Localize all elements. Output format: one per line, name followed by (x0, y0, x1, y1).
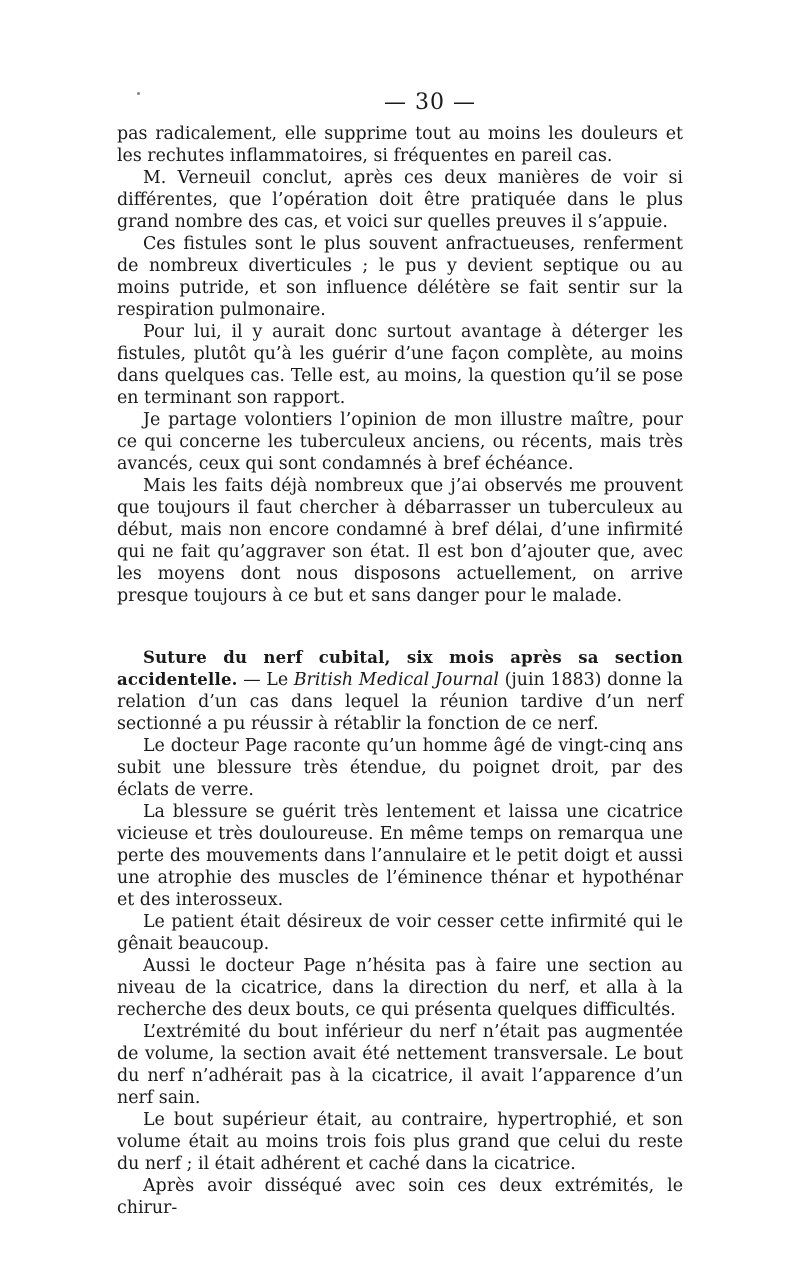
text-block-top (117, 123, 683, 607)
section-heading: Suture du nerf cubital, six mois après sa section accidentelle. (117, 648, 683, 689)
paragraph: Aussi le docteur Page n’hésita pas à faire une section au niveau de la cicatrice, dans la direction du nerf, et alla à la recherche des deux bouts, ce qui présenta quelques difficultés. (117, 956, 683, 1020)
section-paragraph (117, 647, 683, 735)
journal-title: British Medical Journal (293, 670, 499, 690)
document-page (117, 90, 683, 1219)
paragraph: Mais les faits déjà nombreux que j’ai observés me prouvent que toujours il faut chercher à débarrasser un tuberculeux au début, mais non encore condamné à bref délai, d’une infirmité qui ne fait qu’aggraver son état. Il est bon d’ajouter que, avec les moyens dont nous disposons actuellement, on arrive presque toujours à ce but et sans danger pour le malade. (117, 476, 683, 606)
paragraph: Après avoir disséqué avec soin ces deux extrémités, le chirur- (117, 1176, 683, 1218)
paragraph: L’extrémité du bout inférieur du nerf n’était pas augmentée de volume, la section avait été nettement transversale. Le bout du nerf n’adhérait pas à la cicatrice, il avait l’apparence d’un nerf sain. (117, 1022, 683, 1108)
section-gap (117, 607, 683, 647)
paragraph: Je partage volontiers l’opinion de mon illustre maître, pour ce qui concerne les tuberculeux anciens, ou récents, mais très avancés, ceux qui sont condamnés à bref échéance. (117, 410, 683, 474)
text-block-section (117, 647, 683, 1219)
section-rest: (juin 1883) donne la relation d’un cas dans lequel la réunion tardive d’un nerf sectionné a pu réussir à rétablir la fonction de ce nerf. (117, 670, 683, 734)
paragraph: La blessure se guérit très lentement et laissa une cicatrice vicieuse et très douloureuse. En même temps on remarqua une perte des mouvements dans l’annulaire et le petit doigt et aussi une atrophie des muscles de l’éminence thénar et hypothénar et des interosseux. (117, 802, 683, 910)
paragraph: Le patient était désireux de voir cesser cette infirmité qui le gênait beaucoup. (117, 912, 683, 954)
paragraph: Le docteur Page raconte qu’un homme âgé de vingt-cinq ans subit une blessure très étendue, du poignet droit, par des éclats de verre. (117, 736, 683, 800)
paragraph: M. Verneuil conclut, après ces deux manières de voir si différentes, que l’opération doit être pratiquée dans le plus grand nombre des cas, et voici sur quelles preuves il s’appuie. (117, 168, 683, 232)
paragraph: Le bout supérieur était, au contraire, hypertrophié, et son volume était au moins trois fois plus grand que celui du reste du nerf ; il était adhérent et caché dans la cicatrice. (117, 1110, 683, 1174)
page-number: — 30 — (384, 90, 476, 115)
section-dash: — Le (237, 670, 294, 690)
paragraph: Ces fistules sont le plus souvent anfractueuses, renferment de nombreux diverticules ; le pus y devient septique ou au moins putride, et son influence délétère se fait sentir sur la respiration pulmonaire. (117, 234, 683, 320)
paragraph: pas radicalement, elle supprime tout au moins les douleurs et les rechutes inflammatoires, si fréquentes en pareil cas. (117, 124, 683, 166)
paragraph: Pour lui, il y aurait donc surtout avantage à déterger les fistules, plutôt qu’à les guérir d’une façon complète, au moins dans quelques cas. Telle est, au moins, la question qu’il se pose en terminant son rapport. (117, 322, 683, 408)
